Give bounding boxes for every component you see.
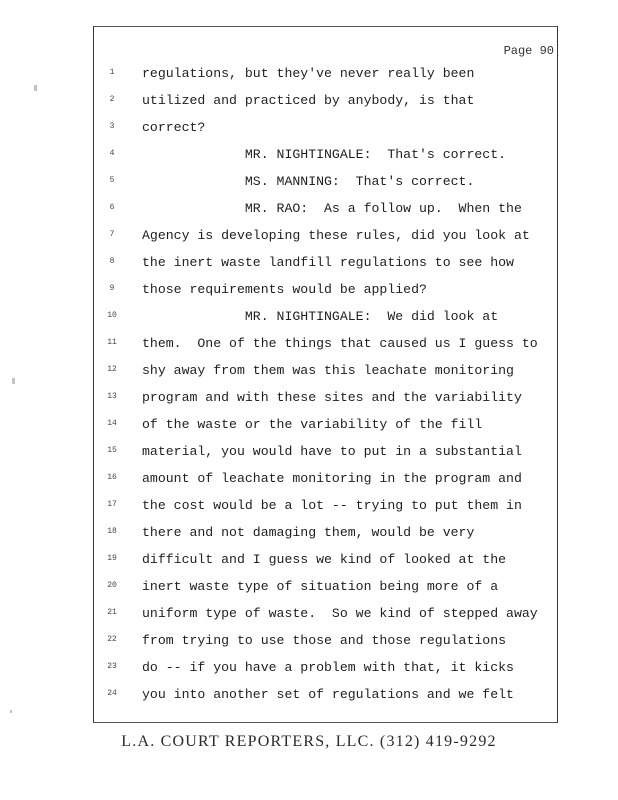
transcript-line: program and with these sites and the variability xyxy=(142,390,522,405)
page-number: Page 90 xyxy=(503,44,554,58)
line-number: 7 xyxy=(109,230,115,239)
line-number: 14 xyxy=(107,419,117,428)
scan-speck xyxy=(34,85,37,91)
line-number: 12 xyxy=(107,365,117,374)
line-number: 6 xyxy=(109,203,115,212)
scan-speck xyxy=(10,710,12,713)
transcript-line: MS. MANNING: That's correct. xyxy=(142,174,475,189)
line-number-column xyxy=(100,64,124,712)
transcript-line: inert waste type of situation being more of a xyxy=(142,579,499,594)
line-number: 19 xyxy=(107,554,117,563)
transcript-line: there and not damaging them, would be very xyxy=(142,525,475,540)
transcript-line: shy away from them was this leachate monitoring xyxy=(142,363,514,378)
transcript-line: uniform type of waste. So we kind of stepped away xyxy=(142,606,538,621)
transcript-line: correct? xyxy=(142,120,206,135)
line-number: 16 xyxy=(107,473,117,482)
scan-speck xyxy=(12,378,15,384)
transcript-body xyxy=(142,60,556,708)
transcript-line: Agency is developing these rules, did you look at xyxy=(142,228,530,243)
line-number: 18 xyxy=(107,527,117,536)
line-number: 1 xyxy=(109,68,115,77)
transcript-line: the inert waste landfill regulations to see how xyxy=(142,255,514,270)
line-number: 24 xyxy=(107,689,117,698)
line-number: 9 xyxy=(109,284,115,293)
line-number: 4 xyxy=(109,149,115,158)
line-number: 15 xyxy=(107,446,117,455)
line-number: 10 xyxy=(107,311,117,320)
transcript-line: regulations, but they've never really been xyxy=(142,66,475,81)
line-number: 11 xyxy=(107,338,117,347)
line-number: 23 xyxy=(107,662,117,671)
transcript-line: MR. NIGHTINGALE: We did look at xyxy=(142,309,499,324)
transcript-line: from trying to use those and those regulations xyxy=(142,633,507,648)
line-number: 8 xyxy=(109,257,115,266)
transcript-line: of the waste or the variability of the fill xyxy=(142,417,483,432)
transcript-line: difficult and I guess we kind of looked at the xyxy=(142,552,507,567)
line-number: 21 xyxy=(107,608,117,617)
line-number: 13 xyxy=(107,392,117,401)
transcript-line: amount of leachate monitoring in the program and xyxy=(142,471,522,486)
transcript-line: them. One of the things that caused us I guess to xyxy=(142,336,538,351)
court-reporter-footer: L.A. COURT REPORTERS, LLC. (312) 419-9292 xyxy=(121,733,497,750)
transcript-line: utilized and practiced by anybody, is that xyxy=(142,93,475,108)
line-number: 3 xyxy=(109,122,115,131)
line-number: 5 xyxy=(109,176,115,185)
transcript-line: MR. NIGHTINGALE: That's correct. xyxy=(142,147,507,162)
transcript-line: you into another set of regulations and we felt xyxy=(142,687,514,702)
transcript-line: the cost would be a lot -- trying to put them in xyxy=(142,498,522,513)
line-number: 20 xyxy=(107,581,117,590)
transcript-line: those requirements would be applied? xyxy=(142,282,427,297)
transcript-line: MR. RAO: As a follow up. When the xyxy=(142,201,522,216)
line-number: 22 xyxy=(107,635,117,644)
line-number: 17 xyxy=(107,500,117,509)
line-number: 2 xyxy=(109,95,115,104)
transcript-line: do -- if you have a problem with that, it kicks xyxy=(142,660,514,675)
transcript-line: material, you would have to put in a substantial xyxy=(142,444,522,459)
